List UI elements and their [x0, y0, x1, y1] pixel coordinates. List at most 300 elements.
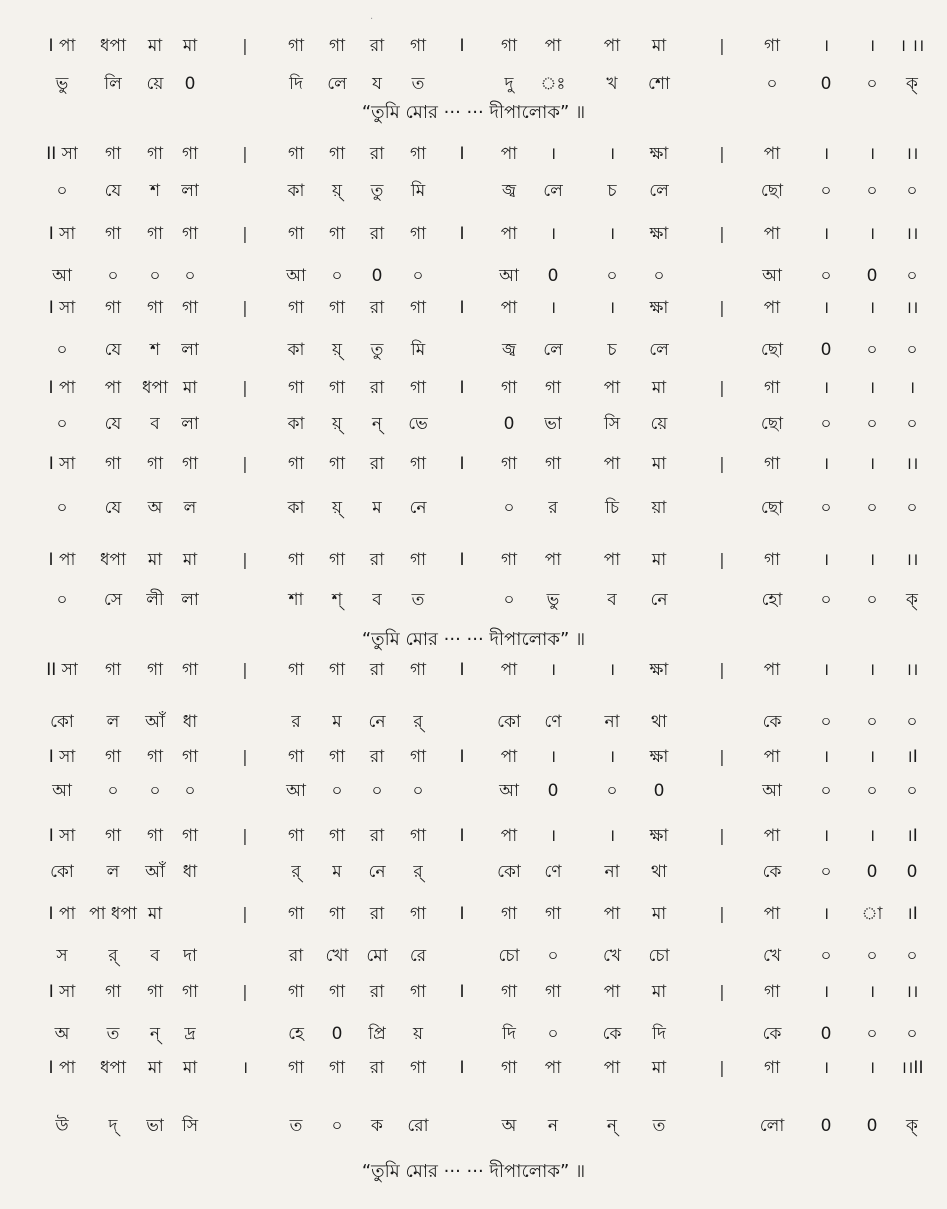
lyric-cell: শা	[288, 590, 304, 610]
lyric-cell: আ	[286, 266, 306, 286]
note-cell: গা	[328, 36, 346, 56]
lyric-cell: হে	[288, 1024, 304, 1044]
lyric-cell: না	[604, 712, 620, 732]
lyric-cell: লি	[104, 74, 122, 94]
lyric-cell: দ্র	[184, 1024, 196, 1044]
lyric-cell: লা	[181, 181, 199, 201]
note-cell: ।	[822, 550, 830, 570]
lyric-cell: ০	[371, 781, 383, 801]
note-cell: ক্ষা	[649, 826, 669, 846]
note-cell: গা	[409, 224, 427, 244]
lyric-cell: ০	[866, 590, 878, 610]
note-cell: পা	[603, 550, 621, 570]
note-row	[0, 543, 947, 577]
note-cell: মা	[147, 1058, 163, 1078]
note-cell: পা	[603, 36, 621, 56]
note-cell: ।	[822, 1058, 830, 1078]
lyric-cell: ০	[820, 712, 832, 732]
lyric-cell: য়ে	[650, 414, 668, 434]
note-row	[0, 137, 947, 171]
lyric-cell: লা	[181, 590, 199, 610]
lyric-cell: ন	[547, 1116, 559, 1136]
lyric-cell: থা	[651, 712, 667, 732]
lyric-cell: আ	[286, 781, 306, 801]
note-cell: গা	[181, 826, 199, 846]
note-cell: |	[719, 1058, 725, 1077]
note-cell: গা	[328, 378, 346, 398]
note-cell: ।	[822, 36, 830, 56]
note-cell: গা	[328, 747, 346, 767]
lyric-cell: র্	[413, 712, 423, 732]
lyric-cell: আ	[762, 781, 782, 801]
note-cell: |	[719, 298, 725, 317]
note-cell: ।	[822, 660, 830, 680]
note-cell: গা	[500, 982, 518, 1002]
note-cell: গা	[287, 982, 305, 1002]
note-cell: রা	[369, 550, 385, 570]
lyric-cell: ০	[107, 266, 119, 286]
lyric-cell: শ্	[331, 590, 343, 610]
lyric-cell: কা	[287, 498, 305, 518]
note-row	[0, 217, 947, 251]
note-cell: মা	[182, 36, 198, 56]
note-cell: গা	[409, 660, 427, 680]
lyric-row	[0, 1109, 947, 1143]
note-row	[0, 740, 947, 774]
note-cell: ক্ষা	[649, 224, 669, 244]
note-cell: ।	[868, 826, 876, 846]
note-cell: ।	[549, 224, 557, 244]
note-cell: ।	[868, 660, 876, 680]
lyric-cell: লা	[181, 340, 199, 360]
note-cell: ।।	[905, 550, 919, 570]
note-cell: পা	[763, 144, 781, 164]
note-cell: গা	[763, 550, 781, 570]
lyric-cell: আ	[52, 266, 72, 286]
lyric-cell: অ	[54, 1024, 70, 1044]
lyric-cell: দু	[504, 74, 514, 94]
note-cell: গা	[287, 550, 305, 570]
note-cell: ।	[608, 224, 616, 244]
note-cell: ক্ষা	[649, 660, 669, 680]
lyric-cell: আ	[499, 781, 519, 801]
note-cell: গা	[287, 1058, 305, 1078]
note-cell: I	[459, 660, 465, 680]
note-cell: ।	[868, 36, 876, 56]
note-cell: ।	[822, 982, 830, 1002]
lyric-cell: 0	[820, 1024, 832, 1044]
note-cell: II সা	[46, 144, 78, 164]
note-cell: মা	[651, 550, 667, 570]
lyric-cell: ছো	[760, 340, 784, 360]
lyric-cell: 0	[653, 781, 665, 801]
lyric-cell: ০	[866, 712, 878, 732]
lyric-cell: ০	[56, 181, 68, 201]
note-cell: ।	[608, 747, 616, 767]
lyric-cell: চি	[604, 498, 620, 518]
refrain-line: “তুমি মোর ··· ··· দীপালোক” ॥	[361, 102, 586, 123]
lyric-row	[0, 583, 947, 617]
lyric-cell: দি	[502, 1024, 516, 1044]
lyric-cell: ত	[289, 1116, 303, 1136]
note-cell: গা	[104, 144, 122, 164]
page-dot: ·	[370, 14, 374, 25]
note-cell: গা	[146, 982, 164, 1002]
note-cell: ।	[608, 660, 616, 680]
lyric-cell: কো	[50, 712, 74, 732]
note-cell: গা	[328, 144, 346, 164]
note-cell: I	[459, 982, 465, 1002]
note-cell: পা	[763, 826, 781, 846]
lyric-cell: ছো	[760, 414, 784, 434]
note-cell: গা	[287, 298, 305, 318]
note-cell: গা	[181, 144, 199, 164]
lyric-cell: ০	[866, 1024, 878, 1044]
note-cell: রা	[369, 1058, 385, 1078]
note-cell: II সা	[46, 660, 78, 680]
lyric-cell: নে	[409, 498, 427, 518]
note-cell: রা	[369, 378, 385, 398]
note-cell: গা	[104, 747, 122, 767]
lyric-cell: ব	[150, 946, 160, 966]
lyric-cell: উ	[55, 1116, 69, 1136]
note-cell: I	[459, 224, 465, 244]
lyric-cell: ০	[906, 414, 918, 434]
lyric-cell: ০	[547, 946, 559, 966]
lyric-row	[0, 855, 947, 889]
lyric-cell: ছো	[760, 181, 784, 201]
note-cell: গা	[328, 224, 346, 244]
lyric-row	[0, 174, 947, 208]
note-cell: |	[242, 454, 248, 473]
lyric-cell: খো	[325, 946, 349, 966]
lyric-cell: অ	[147, 498, 163, 518]
note-cell: মা	[651, 982, 667, 1002]
note-cell: |	[242, 36, 248, 55]
lyric-cell: ০	[866, 498, 878, 518]
note-cell: |	[242, 550, 248, 569]
lyric-cell: র	[291, 712, 301, 732]
note-cell: মা	[147, 904, 163, 924]
note-cell: গা	[146, 826, 164, 846]
lyric-cell: ণে	[544, 862, 562, 882]
lyric-cell: ০	[56, 590, 68, 610]
note-row	[0, 819, 947, 853]
note-cell: পা	[544, 1058, 562, 1078]
note-cell: গা	[409, 550, 427, 570]
note-cell: গা	[146, 224, 164, 244]
note-cell: |	[719, 224, 725, 243]
lyric-cell: ম	[332, 862, 342, 882]
note-cell: ।	[868, 298, 876, 318]
note-cell: গা	[763, 36, 781, 56]
lyric-cell: য়্	[331, 181, 343, 201]
note-cell: পা	[603, 378, 621, 398]
note-cell: গা	[287, 378, 305, 398]
lyric-cell: খে	[602, 946, 622, 966]
lyric-cell: সি	[603, 414, 621, 434]
lyric-cell: ভে	[408, 414, 428, 434]
note-row	[0, 975, 947, 1009]
note-cell: ।	[549, 747, 557, 767]
lyric-cell: ভু	[546, 590, 560, 610]
note-cell: ।I	[906, 904, 918, 924]
note-cell: গা	[328, 1058, 346, 1078]
note-cell: ।	[868, 982, 876, 1002]
note-cell: পা	[500, 826, 518, 846]
note-cell: |	[242, 224, 248, 243]
note-cell: ।।	[905, 660, 919, 680]
note-cell: I পা	[48, 904, 76, 924]
lyric-cell: লে	[327, 74, 347, 94]
lyric-cell: 0	[331, 1024, 343, 1044]
lyric-cell: রা	[288, 946, 304, 966]
note-cell: ক্ষা	[649, 747, 669, 767]
note-cell: মা	[147, 36, 163, 56]
note-cell: পা	[763, 224, 781, 244]
note-cell: গা	[181, 224, 199, 244]
lyric-cell: ০	[866, 781, 878, 801]
note-cell: |	[242, 904, 248, 923]
lyric-cell: ক্	[906, 590, 918, 610]
note-row	[0, 447, 947, 481]
lyric-cell: না	[604, 862, 620, 882]
note-cell: ।	[822, 904, 830, 924]
lyric-cell: ধা	[182, 862, 198, 882]
lyric-cell: দ্	[108, 1116, 118, 1136]
lyric-cell: য়্	[331, 498, 343, 518]
lyric-cell: র্	[413, 862, 423, 882]
lyric-cell: ০	[820, 946, 832, 966]
note-cell: রা	[369, 454, 385, 474]
note-cell: গা	[500, 36, 518, 56]
lyric-cell: লা	[181, 414, 199, 434]
lyric-cell: যে	[104, 414, 122, 434]
lyric-cell: য়	[412, 1024, 424, 1044]
lyric-cell: ন্	[606, 1116, 618, 1136]
note-cell: ।।	[905, 224, 919, 244]
lyric-cell: কে	[762, 712, 782, 732]
note-cell: ।	[822, 378, 830, 398]
lyric-cell: জ্ব	[501, 340, 517, 360]
lyric-cell: ০	[820, 498, 832, 518]
note-cell: মা	[182, 378, 198, 398]
lyric-cell: ০	[906, 266, 918, 286]
lyric-cell: 0	[547, 781, 559, 801]
note-cell: ।	[608, 298, 616, 318]
lyric-row	[0, 774, 947, 808]
lyric-cell: আঁ	[145, 862, 165, 882]
lyric-cell: চ	[607, 340, 617, 360]
note-cell: গা	[287, 904, 305, 924]
note-cell: ।	[549, 144, 557, 164]
note-cell: পা ধপা	[89, 904, 137, 924]
note-cell: I সা	[48, 454, 76, 474]
lyric-row	[0, 67, 947, 101]
note-cell: গা	[104, 298, 122, 318]
note-row	[0, 371, 947, 405]
note-cell: ।	[868, 224, 876, 244]
note-cell: ।I	[906, 747, 918, 767]
note-cell: গা	[544, 904, 562, 924]
note-cell: ।	[822, 747, 830, 767]
note-cell: গা	[409, 36, 427, 56]
note-row	[0, 897, 947, 931]
note-cell: ।।II	[900, 1058, 924, 1078]
note-cell: I	[459, 298, 465, 318]
note-cell: |	[719, 747, 725, 766]
lyric-cell: য	[372, 74, 382, 94]
lyric-cell: ০	[503, 590, 515, 610]
lyric-cell: কা	[287, 181, 305, 201]
lyric-cell: ভা	[544, 414, 562, 434]
note-cell: |	[242, 144, 248, 163]
note-cell: গা	[104, 224, 122, 244]
lyric-cell: ০	[906, 1024, 918, 1044]
note-cell: মা	[182, 1058, 198, 1078]
note-cell: গা	[763, 982, 781, 1002]
lyric-cell: নে	[650, 590, 668, 610]
lyric-row	[0, 1017, 947, 1051]
lyric-cell: জ্ব	[501, 181, 517, 201]
note-cell: রা	[369, 36, 385, 56]
lyric-row	[0, 939, 947, 973]
lyric-cell: লে	[543, 181, 563, 201]
lyric-cell: ০	[766, 74, 778, 94]
lyric-cell: ০	[412, 266, 424, 286]
note-cell: গা	[328, 982, 346, 1002]
lyric-cell: য়্	[331, 414, 343, 434]
lyric-cell: ০	[331, 781, 343, 801]
note-cell: |	[719, 982, 725, 1001]
note-cell: গা	[409, 378, 427, 398]
lyric-cell: য়ে	[146, 74, 164, 94]
note-cell: গা	[181, 660, 199, 680]
lyric-cell: 0	[820, 340, 832, 360]
lyric-cell: ০	[56, 414, 68, 434]
note-cell: I	[459, 144, 465, 164]
lyric-cell: থা	[651, 862, 667, 882]
lyric-cell: আ	[762, 266, 782, 286]
lyric-cell: ০	[906, 340, 918, 360]
note-cell: |	[719, 660, 725, 679]
note-cell: I	[459, 904, 465, 924]
note-cell: I পা	[48, 550, 76, 570]
lyric-cell: ল	[106, 712, 120, 732]
lyric-cell: কো	[497, 712, 521, 732]
note-cell: ধপা	[142, 378, 168, 398]
note-cell: পা	[603, 1058, 621, 1078]
note-cell: পা	[544, 36, 562, 56]
note-cell: I সা	[48, 298, 76, 318]
note-cell: ।	[549, 826, 557, 846]
lyric-cell: কো	[50, 862, 74, 882]
lyric-cell: আ	[52, 781, 72, 801]
lyric-cell: মি	[410, 181, 426, 201]
note-cell: I	[459, 36, 465, 56]
note-cell: |	[242, 378, 248, 397]
note-cell: ক্ষা	[649, 144, 669, 164]
note-cell: গা	[763, 454, 781, 474]
note-row	[0, 1051, 947, 1085]
lyric-cell: ০	[906, 946, 918, 966]
lyric-cell: লী	[146, 590, 164, 610]
lyric-cell: ব	[372, 590, 382, 610]
lyric-row	[0, 407, 947, 441]
note-cell: পা	[603, 982, 621, 1002]
lyric-cell: য়্	[331, 340, 343, 360]
note-cell: ।	[868, 378, 876, 398]
lyric-cell: 0	[866, 1116, 878, 1136]
note-cell: ।।	[905, 454, 919, 474]
lyric-row	[0, 333, 947, 367]
note-cell: পা	[104, 378, 122, 398]
note-cell: ধপা	[100, 36, 126, 56]
note-cell: মা	[651, 454, 667, 474]
note-cell: গা	[328, 550, 346, 570]
lyric-row	[0, 491, 947, 525]
note-cell: |	[719, 378, 725, 397]
lyric-cell: ঃ	[540, 74, 566, 94]
note-cell: রা	[369, 904, 385, 924]
lyric-cell: 0	[547, 266, 559, 286]
note-cell: ।	[868, 747, 876, 767]
note-row	[0, 29, 947, 63]
lyric-cell: ম	[332, 712, 342, 732]
lyric-cell: দি	[289, 74, 303, 94]
note-cell: গা	[287, 826, 305, 846]
lyric-cell: 0	[820, 74, 832, 94]
lyric-cell: ত	[411, 74, 425, 94]
lyric-cell: ব	[607, 590, 617, 610]
lyric-cell: 0	[371, 266, 383, 286]
note-cell: ।	[868, 1058, 876, 1078]
note-cell: I	[459, 747, 465, 767]
lyric-cell: ত	[411, 590, 425, 610]
note-cell: রা	[369, 144, 385, 164]
note-cell: |	[719, 144, 725, 163]
lyric-cell: সে	[103, 590, 123, 610]
lyric-cell: কো	[497, 862, 521, 882]
note-row	[0, 291, 947, 325]
lyric-cell: রে	[409, 946, 427, 966]
lyric-cell: যে	[104, 498, 122, 518]
note-cell: গা	[544, 454, 562, 474]
note-cell: I সা	[48, 982, 76, 1002]
note-cell: পা	[500, 660, 518, 680]
note-cell: I	[459, 1058, 465, 1078]
note-cell: পা	[544, 550, 562, 570]
note-cell: I সা	[48, 747, 76, 767]
note-cell: |	[719, 550, 725, 569]
lyric-cell: ত	[106, 1024, 120, 1044]
note-cell: গা	[409, 454, 427, 474]
note-cell: । ।।	[899, 36, 925, 56]
note-cell: গা	[287, 144, 305, 164]
note-cell: রা	[369, 982, 385, 1002]
note-cell: গা	[500, 550, 518, 570]
lyric-cell: ০	[906, 498, 918, 518]
note-cell: I সা	[48, 224, 76, 244]
lyric-cell: নে	[368, 712, 386, 732]
note-cell: মা	[651, 36, 667, 56]
note-cell: মা	[147, 550, 163, 570]
lyric-cell: য়া	[651, 498, 667, 518]
note-cell: পা	[500, 747, 518, 767]
lyric-cell: ০	[56, 340, 68, 360]
note-cell: গা	[287, 224, 305, 244]
note-cell: পা	[500, 144, 518, 164]
